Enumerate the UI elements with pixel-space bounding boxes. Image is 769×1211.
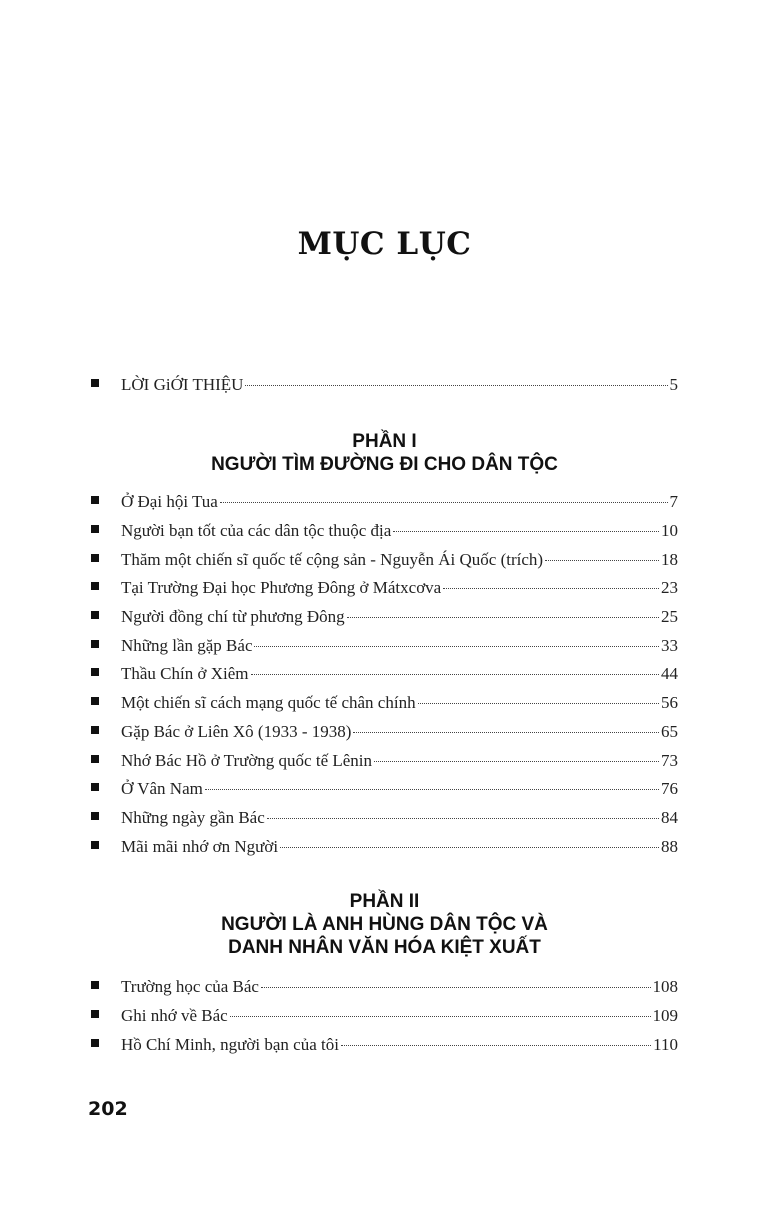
bullet-icon xyxy=(91,640,99,648)
entry-title: Ở Vân Nam xyxy=(121,779,203,798)
bullet-icon xyxy=(91,379,99,387)
page-number: 65 xyxy=(661,722,678,741)
bullet-icon xyxy=(91,611,99,619)
entry-title: Người bạn tốt của các dân tộc thuộc địa xyxy=(121,521,392,540)
dot-leader xyxy=(341,1044,651,1046)
dot-leader xyxy=(374,760,659,762)
page-number: 56 xyxy=(661,693,678,712)
entry-title: Gặp Bác ở Liên Xô (1933 - 1938) xyxy=(121,722,352,741)
bullet-icon xyxy=(91,1010,99,1018)
entry-title: Ghi nhớ về Bác xyxy=(121,1006,228,1025)
toc-entry[interactable] xyxy=(88,808,678,832)
dot-leader xyxy=(443,587,659,589)
part-label: PHẦN I xyxy=(352,431,417,452)
page-number: 33 xyxy=(661,636,678,655)
page-number: 76 xyxy=(661,779,678,798)
page-number: 7 xyxy=(669,492,678,511)
dot-leader xyxy=(220,501,668,503)
page-number: 10 xyxy=(661,521,678,540)
page-number: 109 xyxy=(652,1006,678,1025)
entry-title: Trường học của Bác xyxy=(121,977,259,996)
page-number: 18 xyxy=(661,550,678,569)
entry-title: Nhớ Bác Hồ ở Trường quốc tế Lênin xyxy=(121,751,373,770)
bullet-icon xyxy=(91,783,99,791)
dot-leader xyxy=(251,673,660,675)
toc-entry[interactable] xyxy=(88,521,678,545)
entry-title: Thăm một chiến sĩ quốc tế cộng sản - Nguyễn Ái Quốc (trích) xyxy=(121,550,544,569)
bullet-icon xyxy=(91,668,99,676)
dot-leader xyxy=(267,817,659,819)
toc-entry[interactable] xyxy=(88,693,678,717)
toc-entry[interactable] xyxy=(88,977,678,1001)
bullet-icon xyxy=(91,525,99,533)
dot-leader xyxy=(254,645,659,647)
page-number: 5 xyxy=(669,375,678,394)
part-subtitle: DANH NHÂN VĂN HÓA KIỆT XUẤT xyxy=(228,937,541,958)
toc-entry[interactable] xyxy=(88,607,678,631)
dot-leader xyxy=(418,702,659,704)
entry-title: Những lần gặp Bác xyxy=(121,636,253,655)
toc-entry[interactable] xyxy=(88,722,678,746)
bullet-icon xyxy=(91,726,99,734)
toc-entry[interactable] xyxy=(88,550,678,574)
dot-leader xyxy=(280,846,659,848)
toc-entry[interactable] xyxy=(88,664,678,688)
page-number: 25 xyxy=(661,607,678,626)
page-number: 73 xyxy=(661,751,678,770)
dot-leader xyxy=(261,986,651,988)
dot-leader xyxy=(545,559,659,561)
page-number: 23 xyxy=(661,578,678,597)
dot-leader xyxy=(393,530,659,532)
bullet-icon xyxy=(91,755,99,763)
toc-entry[interactable] xyxy=(88,1035,678,1059)
entry-title: Một chiến sĩ cách mạng quốc tế chân chính xyxy=(121,693,416,712)
part-2-heading xyxy=(0,890,769,959)
toc-entry-intro[interactable] xyxy=(88,375,678,399)
entry-title: Hồ Chí Minh, người bạn của tôi xyxy=(121,1035,339,1054)
entry-title: Tại Trường Đại học Phương Đông ở Mátxcơva xyxy=(121,578,442,597)
part-1-heading xyxy=(0,430,769,476)
toc-entry[interactable] xyxy=(88,578,678,602)
bullet-icon xyxy=(91,841,99,849)
toc-entry[interactable] xyxy=(88,751,678,775)
entry-title: LỜI GiỚI THIỆU xyxy=(121,375,244,394)
entry-title: Những ngày gần Bác xyxy=(121,808,265,827)
page-number: 110 xyxy=(653,1035,678,1054)
page-folio-number: 202 xyxy=(88,1098,128,1120)
dot-leader xyxy=(245,384,667,386)
page-number: 108 xyxy=(652,977,678,996)
page-title: MỤC LỤC xyxy=(297,226,472,262)
entry-title: Người đồng chí từ phương Đông xyxy=(121,607,345,626)
part-subtitle: NGƯỜI LÀ ANH HÙNG DÂN TỘC VÀ xyxy=(221,914,548,935)
toc-entry[interactable] xyxy=(88,779,678,803)
dot-leader xyxy=(230,1015,651,1017)
bullet-icon xyxy=(91,582,99,590)
page-number: 44 xyxy=(661,664,678,683)
toc-entry[interactable] xyxy=(88,492,678,516)
entry-title: Mãi mãi nhớ ơn Người xyxy=(121,837,279,856)
entry-title: Thầu Chín ở Xiêm xyxy=(121,664,249,683)
page-number: 84 xyxy=(661,808,678,827)
bullet-icon xyxy=(91,812,99,820)
bullet-icon xyxy=(91,697,99,705)
part-subtitle: NGƯỜI TÌM ĐƯỜNG ĐI CHO DÂN TỘC xyxy=(211,454,558,475)
bullet-icon xyxy=(91,554,99,562)
bullet-icon xyxy=(91,1039,99,1047)
bullet-icon xyxy=(91,496,99,504)
toc-entry[interactable] xyxy=(88,837,678,861)
dot-leader xyxy=(347,616,659,618)
dot-leader xyxy=(353,731,659,733)
toc-entry[interactable] xyxy=(88,636,678,660)
toc-entry[interactable] xyxy=(88,1006,678,1030)
entry-title: Ở Đại hội Tua xyxy=(121,492,218,511)
dot-leader xyxy=(205,788,659,790)
page-number: 88 xyxy=(661,837,678,856)
bullet-icon xyxy=(91,981,99,989)
part-label: PHẦN II xyxy=(349,891,420,912)
